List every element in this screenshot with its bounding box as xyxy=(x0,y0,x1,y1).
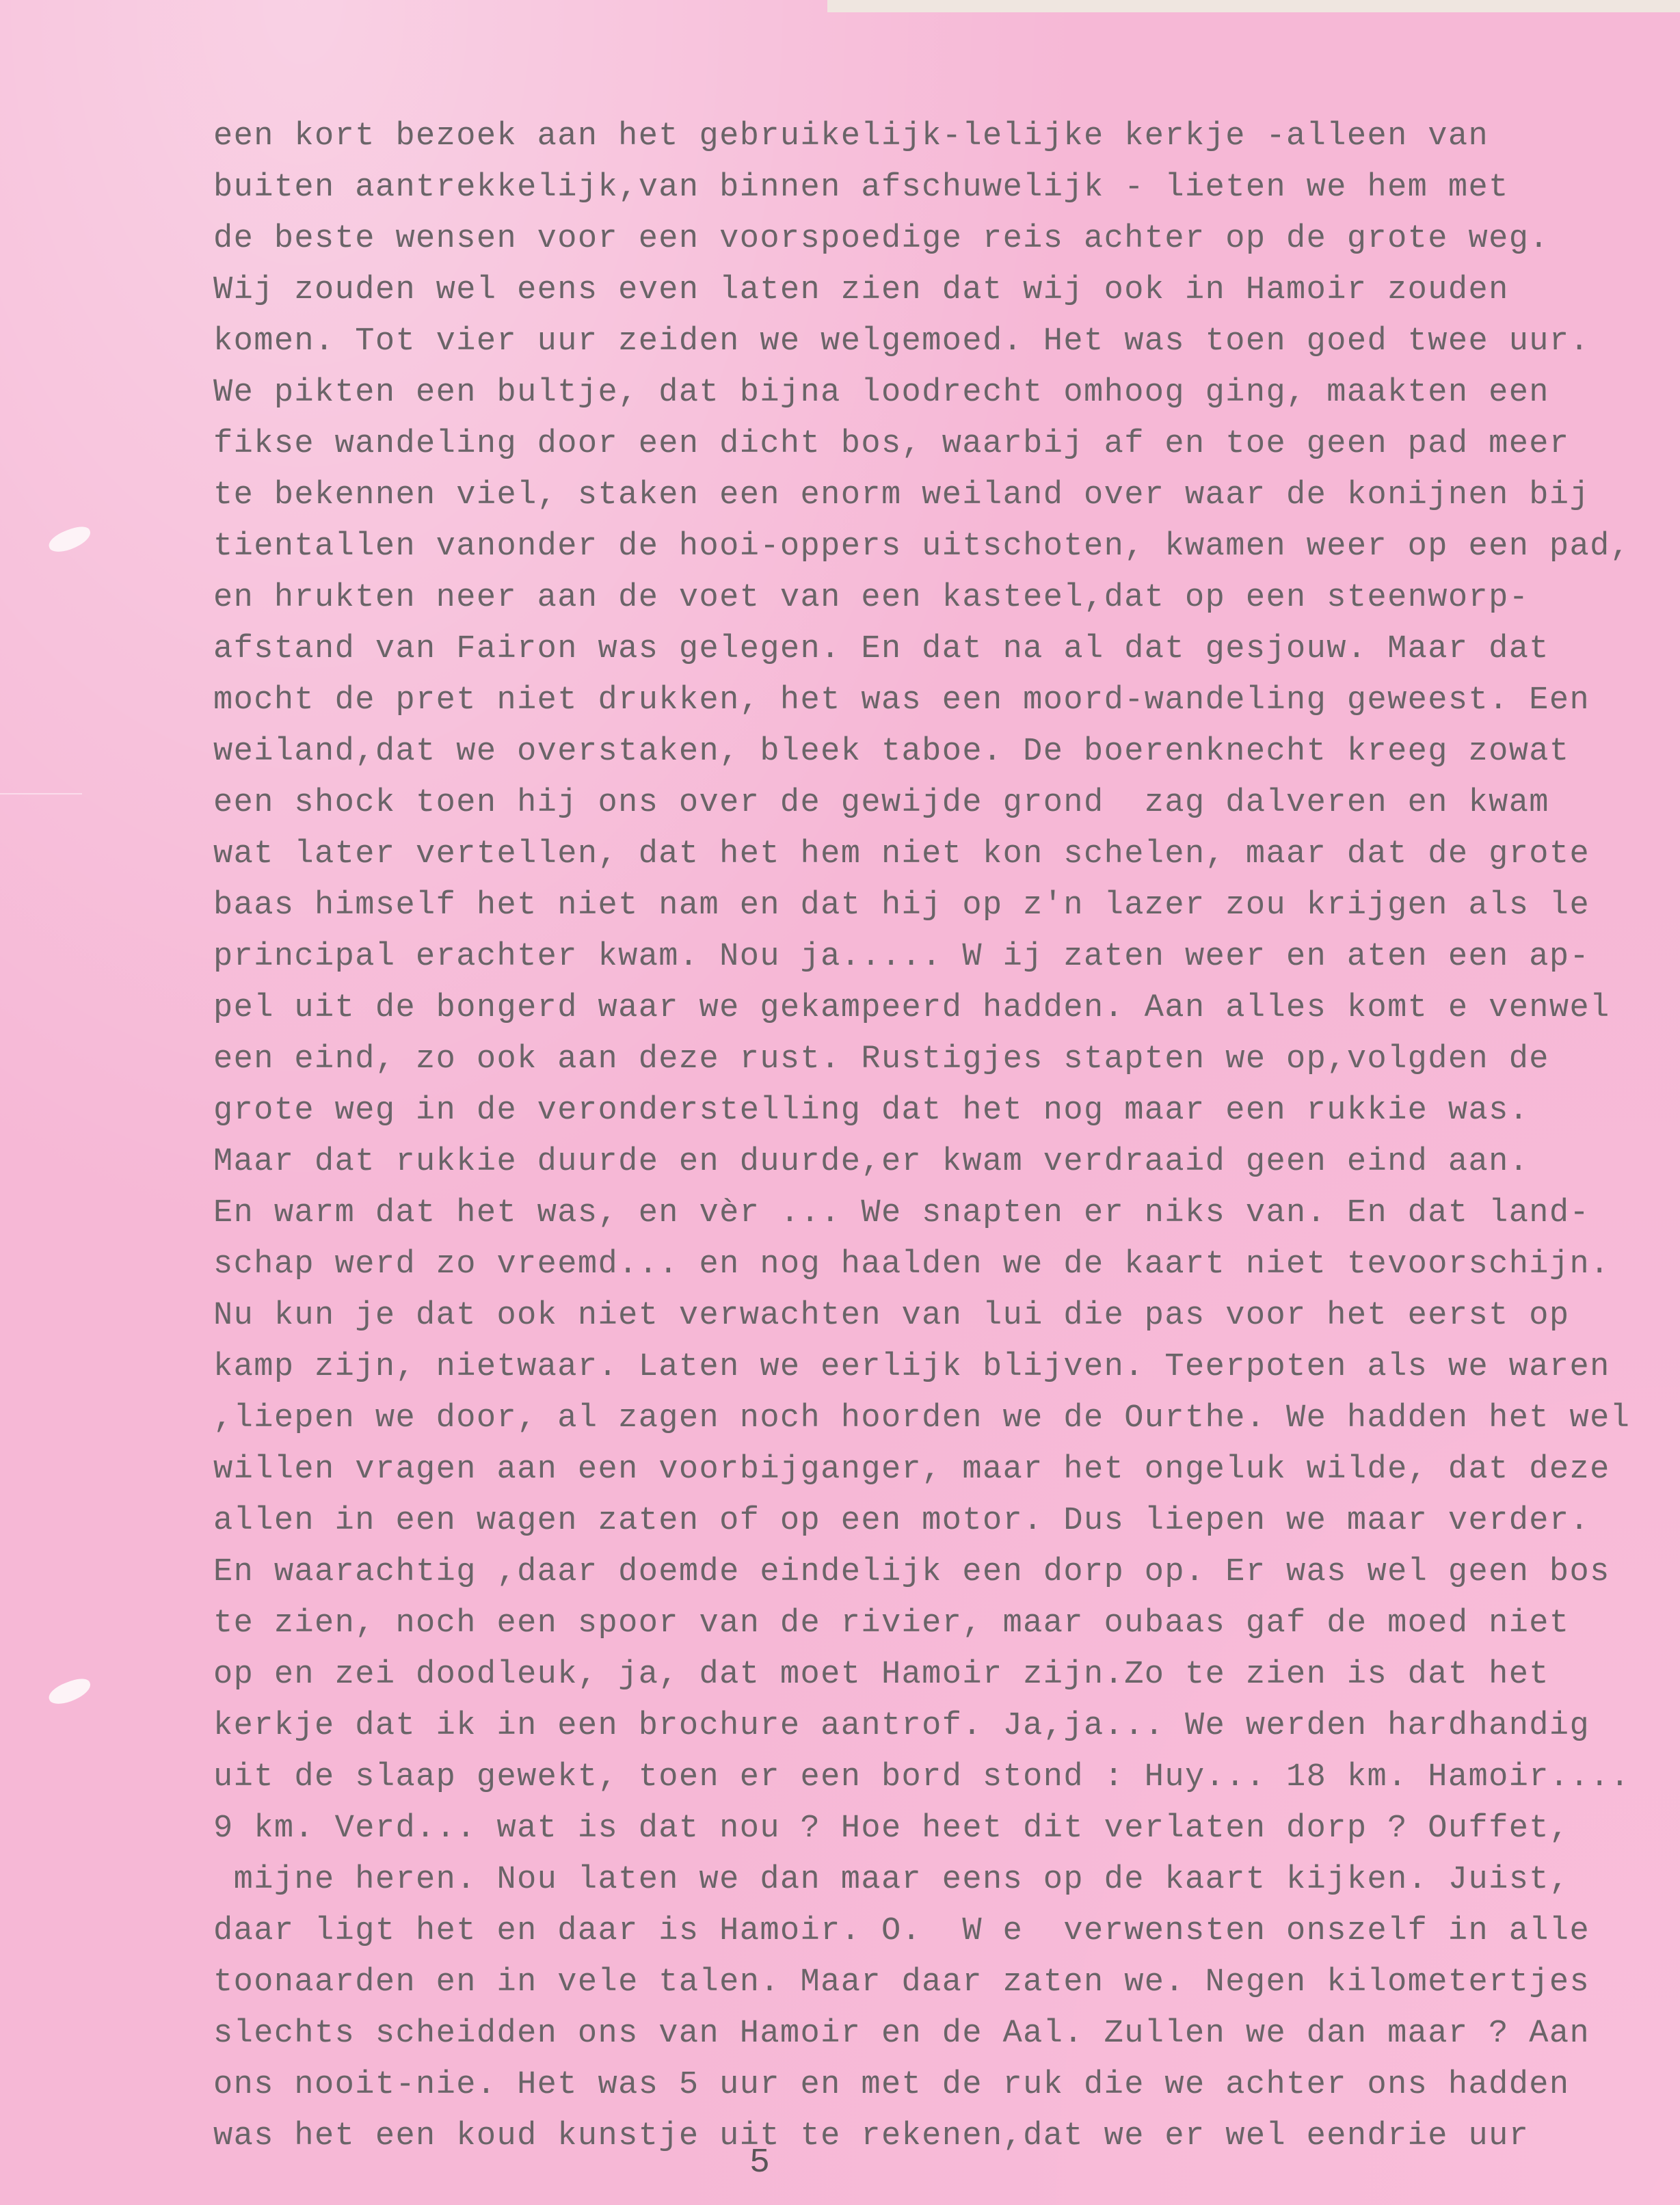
text-line: fikse wandeling door een dicht bos, waarbij af en toe geen pad meer xyxy=(213,426,1570,462)
text-line: te zien, noch een spoor van de rivier, maar oubaas gaf de moed niet xyxy=(213,1605,1570,1642)
text-line: slechts scheidden ons van Hamoir en de Aal. Zullen we dan maar ? Aan xyxy=(213,2016,1590,2052)
text-line: willen vragen aan een voorbijganger, maar het ongeluk wilde, dat deze xyxy=(213,1452,1610,1488)
text-line: grote weg in de veronderstelling dat het nog maar een rukkie was. xyxy=(213,1093,1530,1129)
text-line: ,liepen we door, al zagen noch hoorden we de Ourthe. We hadden het wel xyxy=(213,1400,1631,1436)
text-line: We pikten een bultje, dat bijna loodrecht omhoog ging, maakten een xyxy=(213,375,1549,411)
paper-tear-mark xyxy=(46,523,94,556)
text-line: een kort bezoek aan het gebruikelijk-lelijke kerkje -alleen van xyxy=(213,118,1489,155)
paper-top-edge xyxy=(827,0,1680,12)
text-line: Nu kun je dat ook niet verwachten van lui die pas voor het eerst op xyxy=(213,1298,1570,1334)
paper-tear-mark xyxy=(46,1675,94,1708)
text-line: allen in een wagen zaten of op een motor. Dus liepen we maar verder. xyxy=(213,1503,1590,1539)
text-line: kamp zijn, nietwaar. Laten we eerlijk blijven. Teerpoten als we waren xyxy=(213,1349,1610,1385)
text-line: mocht de pret niet drukken, het was een moord-wandeling geweest. Een xyxy=(213,682,1590,719)
text-line: en hrukten neer aan de voet van een kasteel,dat op een steenworp- xyxy=(213,580,1530,616)
typed-text-body xyxy=(213,111,1670,2162)
text-line: wat later vertellen, dat het hem niet kon schelen, maar dat de grote xyxy=(213,836,1590,872)
text-line: buiten aantrekkelijk,van binnen afschuwelijk - lieten we hem met xyxy=(213,170,1509,206)
text-line: uit de slaap gewekt, toen er een bord stond : Huy... 18 km. Hamoir.... xyxy=(213,1759,1631,1795)
text-line: toonaarden en in vele talen. Maar daar zaten we. Negen kilometertjes xyxy=(213,1964,1590,2001)
text-line: een eind, zo ook aan deze rust. Rustigjes stapten we op,volgden de xyxy=(213,1041,1549,1078)
text-line: En waarachtig ,daar doemde eindelijk een dorp op. Er was wel geen bos xyxy=(213,1554,1610,1590)
page-number: 5 xyxy=(749,2143,771,2182)
text-line: 9 km. Verd... wat is dat nou ? Hoe heet dit verlaten dorp ? Ouffet, xyxy=(213,1810,1570,1847)
text-line: de beste wensen voor een voorspoedige reis achter op de grote weg. xyxy=(213,221,1549,257)
text-line: baas himself het niet nam en dat hij op z'n lazer zou krijgen als le xyxy=(213,887,1590,924)
text-line: pel uit de bongerd waar we gekampeerd hadden. Aan alles komt e venwel xyxy=(213,990,1610,1026)
text-line: te bekennen viel, staken een enorm weiland over waar de konijnen bij xyxy=(213,477,1590,513)
text-line: mijne heren. Nou laten we dan maar eens op de kaart kijken. Juist, xyxy=(213,1862,1570,1898)
text-line: principal erachter kwam. Nou ja..... W ij zaten weer en aten een ap- xyxy=(213,939,1590,975)
text-line: op en zei doodleuk, ja, dat moet Hamoir zijn.Zo te zien is dat het xyxy=(213,1657,1549,1693)
text-line: En warm dat het was, en vèr ... We snapten er niks van. En dat land- xyxy=(213,1195,1590,1231)
text-line: kerkje dat ik in een brochure aantrof. Ja,ja... We werden hardhandig xyxy=(213,1708,1590,1744)
paper-fold xyxy=(0,793,82,794)
text-line: daar ligt het en daar is Hamoir. O. W e verwensten onszelf in alle xyxy=(213,1913,1590,1949)
text-line: tientallen vanonder de hooi-oppers uitschoten, kwamen weer op een pad, xyxy=(213,529,1631,565)
text-line: komen. Tot vier uur zeiden we welgemoed. Het was toen goed twee uur. xyxy=(213,323,1590,360)
text-line: Maar dat rukkie duurde en duurde,er kwam verdraaid geen eind aan. xyxy=(213,1144,1530,1180)
text-line: was het een koud kunstje uit te rekenen,dat we er wel eendrie uur xyxy=(213,2118,1530,2154)
text-line: ons nooit-nie. Het was 5 uur en met de ruk die we achter ons hadden xyxy=(213,2067,1570,2103)
text-line: weiland,dat we overstaken, bleek taboe. De boerenknecht kreeg zowat xyxy=(213,734,1570,770)
text-line: afstand van Fairon was gelegen. En dat na al dat gesjouw. Maar dat xyxy=(213,631,1549,667)
text-line: schap werd zo vreemd... en nog haalden we de kaart niet tevoorschijn. xyxy=(213,1246,1610,1283)
text-line: Wij zouden wel eens even laten zien dat wij ook in Hamoir zouden xyxy=(213,272,1509,308)
text-line: een shock toen hij ons over de gewijde grond zag dalveren en kwam xyxy=(213,785,1549,821)
